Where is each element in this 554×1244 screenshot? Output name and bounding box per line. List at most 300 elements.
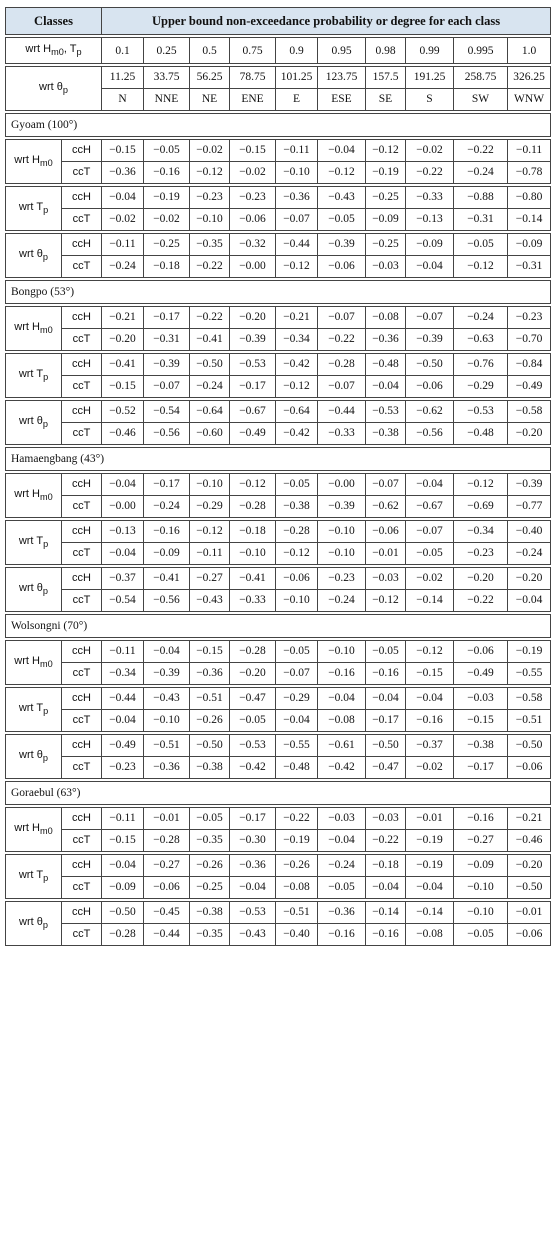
prob-cell: 0.98 [366, 38, 406, 64]
value-cell: −0.02 [406, 568, 454, 590]
value-cell: −0.12 [276, 256, 318, 278]
group-label [6, 568, 62, 612]
value-cell: −0.18 [230, 521, 276, 543]
value-cell: −0.38 [190, 902, 230, 924]
value-cell: −0.62 [366, 496, 406, 518]
value-cell: −0.55 [276, 735, 318, 757]
value-cell: −0.44 [276, 234, 318, 256]
value-cell: −0.67 [230, 401, 276, 423]
value-cell: −0.16 [406, 710, 454, 732]
cch-label: ccH [62, 234, 102, 256]
value-cell: −0.03 [318, 808, 366, 830]
value-cell: −0.05 [276, 474, 318, 496]
value-cell: −0.03 [366, 568, 406, 590]
value-cell: −0.14 [406, 902, 454, 924]
value-cell: −0.11 [102, 808, 144, 830]
value-cell: −0.27 [454, 830, 508, 852]
value-cell: −0.04 [508, 590, 551, 612]
group-label-sub: m0 [39, 157, 53, 168]
value-cell: −0.47 [366, 757, 406, 779]
value-cell: −0.07 [144, 376, 190, 398]
group-label-text: wrt H [14, 320, 40, 333]
value-cell: −0.67 [406, 496, 454, 518]
group-label [6, 187, 62, 231]
value-cell: −0.62 [406, 401, 454, 423]
value-cell: −0.46 [102, 423, 144, 445]
prob-cell: 0.25 [144, 38, 190, 64]
group-label [6, 808, 62, 852]
cct-row [6, 924, 551, 946]
cch-row [6, 234, 551, 256]
prob-cell: 0.995 [454, 38, 508, 64]
cct-label: ccT [62, 877, 102, 899]
value-cell: −0.24 [102, 256, 144, 278]
value-cell: −0.36 [190, 663, 230, 685]
value-cell: −0.13 [406, 209, 454, 231]
value-cell: −0.46 [508, 830, 551, 852]
group-label [6, 401, 62, 445]
cch-row [6, 641, 551, 663]
value-cell: −0.64 [276, 401, 318, 423]
value-cell: −0.31 [144, 329, 190, 351]
value-cell: −0.12 [406, 641, 454, 663]
value-cell: −0.22 [190, 307, 230, 329]
value-cell: −0.08 [406, 924, 454, 946]
value-cell: −0.53 [230, 354, 276, 376]
group-label [6, 354, 62, 398]
value-cell: −0.26 [190, 855, 230, 877]
value-cell: −0.25 [366, 187, 406, 209]
cct-label: ccT [62, 543, 102, 565]
prob-cell: 0.95 [318, 38, 366, 64]
value-cell: −0.38 [366, 423, 406, 445]
cch-label: ccH [62, 735, 102, 757]
value-cell: −0.36 [276, 187, 318, 209]
value-cell: −0.23 [318, 568, 366, 590]
value-cell: −0.42 [276, 354, 318, 376]
group-label-sub: p [43, 705, 49, 716]
value-cell: −0.54 [144, 401, 190, 423]
value-cell: −0.00 [230, 256, 276, 278]
value-cell: −0.17 [230, 376, 276, 398]
value-cell: −0.51 [190, 688, 230, 710]
value-cell: −0.32 [230, 234, 276, 256]
value-cell: −0.37 [102, 568, 144, 590]
value-cell: −0.45 [144, 902, 190, 924]
value-cell: −0.64 [190, 401, 230, 423]
value-cell: −0.16 [318, 663, 366, 685]
value-cell: −0.06 [508, 924, 551, 946]
value-cell: −0.15 [102, 140, 144, 162]
theta-degree-cell: 326.25 [508, 67, 551, 89]
value-cell: −0.33 [406, 187, 454, 209]
value-cell: −0.29 [190, 496, 230, 518]
value-cell: −0.23 [102, 757, 144, 779]
value-cell: −0.11 [276, 140, 318, 162]
value-cell: −0.51 [508, 710, 551, 732]
theta-degree-cell: 33.75 [144, 67, 190, 89]
value-cell: −0.07 [406, 307, 454, 329]
cch-label: ccH [62, 474, 102, 496]
value-cell: −0.50 [190, 735, 230, 757]
cct-row [6, 710, 551, 732]
value-cell: −0.42 [276, 423, 318, 445]
value-cell: −0.06 [276, 568, 318, 590]
value-cell: −0.28 [230, 641, 276, 663]
value-cell: −0.35 [190, 234, 230, 256]
value-cell: −0.14 [366, 902, 406, 924]
value-cell: −0.19 [508, 641, 551, 663]
value-cell: −0.02 [406, 140, 454, 162]
value-cell: −0.34 [454, 521, 508, 543]
value-cell: −0.21 [276, 307, 318, 329]
value-cell: −0.12 [454, 474, 508, 496]
value-cell: −0.39 [144, 354, 190, 376]
value-cell: −0.11 [102, 641, 144, 663]
prob-label-sub: m0 [51, 47, 64, 58]
cch-row [6, 474, 551, 496]
cct-label: ccT [62, 757, 102, 779]
value-cell: −0.04 [366, 376, 406, 398]
cct-label: ccT [62, 329, 102, 351]
value-cell: −0.10 [144, 710, 190, 732]
value-cell: −0.22 [318, 329, 366, 351]
value-cell: −0.49 [454, 663, 508, 685]
value-cell: −0.19 [144, 187, 190, 209]
correlation-table-container [5, 7, 550, 946]
value-cell: −0.19 [406, 855, 454, 877]
value-cell: −0.06 [318, 256, 366, 278]
value-cell: −0.19 [406, 830, 454, 852]
value-cell: −0.20 [454, 568, 508, 590]
value-cell: −0.24 [318, 855, 366, 877]
value-cell: −0.18 [366, 855, 406, 877]
value-cell: −0.70 [508, 329, 551, 351]
value-cell: −0.07 [366, 474, 406, 496]
value-cell: −0.44 [102, 688, 144, 710]
value-cell: −0.22 [454, 590, 508, 612]
group-label [6, 735, 62, 779]
value-cell: −0.11 [190, 543, 230, 565]
value-cell: −0.11 [508, 140, 551, 162]
value-cell: −0.56 [144, 590, 190, 612]
value-cell: −0.06 [230, 209, 276, 231]
cct-label: ccT [62, 710, 102, 732]
value-cell: −0.04 [102, 474, 144, 496]
prob-row-label [6, 38, 102, 64]
value-cell: −0.04 [406, 877, 454, 899]
group-label-sub: p [42, 418, 48, 429]
site-name: Goraebul (63°) [6, 782, 551, 805]
cct-row [6, 256, 551, 278]
value-cell: −0.07 [318, 307, 366, 329]
value-cell: −0.51 [144, 735, 190, 757]
group-label-text: wrt θ [19, 748, 43, 761]
value-cell: −0.12 [276, 543, 318, 565]
value-cell: −0.15 [190, 641, 230, 663]
value-cell: −0.03 [366, 808, 406, 830]
prob-cell: 1.0 [508, 38, 551, 64]
value-cell: −0.04 [230, 877, 276, 899]
value-cell: −0.42 [318, 757, 366, 779]
value-cell: −0.39 [144, 663, 190, 685]
group-label [6, 641, 62, 685]
value-cell: −0.02 [406, 757, 454, 779]
value-cell: −0.15 [102, 376, 144, 398]
site-row [6, 615, 551, 638]
value-cell: −0.31 [454, 209, 508, 231]
cch-label: ccH [62, 140, 102, 162]
value-cell: −0.04 [318, 830, 366, 852]
value-cell: −0.39 [406, 329, 454, 351]
value-cell: −0.06 [454, 641, 508, 663]
cch-label: ccH [62, 521, 102, 543]
cct-row [6, 162, 551, 184]
value-cell: −0.04 [102, 710, 144, 732]
value-cell: −0.28 [276, 521, 318, 543]
value-cell: −0.28 [144, 830, 190, 852]
group-label-sub: m0 [39, 658, 53, 669]
value-cell: −0.21 [508, 808, 551, 830]
value-cell: −0.48 [276, 757, 318, 779]
group-label-sub: p [43, 204, 49, 215]
value-cell: −0.17 [144, 307, 190, 329]
value-cell: −0.23 [190, 187, 230, 209]
group-label-text: wrt T [18, 534, 44, 547]
group-label-text: wrt H [14, 821, 40, 834]
value-cell: −0.10 [276, 162, 318, 184]
value-cell: −0.14 [508, 209, 551, 231]
probability-row [6, 38, 551, 64]
value-cell: −0.28 [230, 496, 276, 518]
value-cell: −0.05 [144, 140, 190, 162]
theta-direction-cell: N [102, 89, 144, 111]
value-cell: −0.08 [366, 307, 406, 329]
cch-label: ccH [62, 808, 102, 830]
cct-row [6, 757, 551, 779]
value-cell: −0.61 [318, 735, 366, 757]
value-cell: −0.07 [276, 663, 318, 685]
value-cell: −0.10 [318, 641, 366, 663]
cct-label: ccT [62, 496, 102, 518]
value-cell: −0.04 [406, 474, 454, 496]
value-cell: −0.28 [102, 924, 144, 946]
value-cell: −0.16 [366, 924, 406, 946]
value-cell: −0.05 [366, 641, 406, 663]
value-cell: −0.21 [102, 307, 144, 329]
value-cell: −0.40 [276, 924, 318, 946]
theta-label [6, 67, 102, 111]
cct-label: ccT [62, 663, 102, 685]
value-cell: −0.20 [230, 663, 276, 685]
value-cell: −0.17 [454, 757, 508, 779]
group-label-text: wrt θ [19, 414, 43, 427]
prob-label-text: wrt H [25, 43, 52, 55]
theta-label-sub: p [62, 84, 68, 95]
value-cell: −0.07 [406, 521, 454, 543]
value-cell: −0.20 [102, 329, 144, 351]
theta-degree-cell: 123.75 [318, 67, 366, 89]
cch-label: ccH [62, 307, 102, 329]
value-cell: −0.56 [406, 423, 454, 445]
value-cell: −0.36 [102, 162, 144, 184]
value-cell: −0.12 [190, 162, 230, 184]
value-cell: −0.06 [406, 376, 454, 398]
cch-label: ccH [62, 641, 102, 663]
value-cell: −0.20 [508, 568, 551, 590]
value-cell: −0.25 [144, 234, 190, 256]
value-cell: −0.37 [406, 735, 454, 757]
value-cell: −0.16 [144, 521, 190, 543]
value-cell: −0.04 [318, 140, 366, 162]
value-cell: −0.15 [454, 710, 508, 732]
value-cell: −0.78 [508, 162, 551, 184]
value-cell: −0.09 [366, 209, 406, 231]
group-label-sub: p [42, 919, 48, 930]
value-cell: −0.12 [318, 162, 366, 184]
value-cell: −0.07 [276, 209, 318, 231]
value-cell: −0.20 [230, 307, 276, 329]
value-cell: −0.41 [102, 354, 144, 376]
value-cell: −0.47 [230, 688, 276, 710]
prob-label-t: , T [63, 43, 77, 55]
site-row [6, 782, 551, 805]
theta-direction-cell: WNW [508, 89, 551, 111]
cch-row [6, 902, 551, 924]
value-cell: −0.17 [144, 474, 190, 496]
value-cell: −0.22 [454, 140, 508, 162]
group-label-sub: p [43, 538, 49, 549]
value-cell: −0.50 [190, 354, 230, 376]
value-cell: −0.05 [190, 808, 230, 830]
value-cell: −0.05 [318, 209, 366, 231]
value-cell: −0.08 [318, 710, 366, 732]
value-cell: −0.06 [508, 757, 551, 779]
value-cell: −0.58 [508, 401, 551, 423]
value-cell: −0.10 [318, 543, 366, 565]
value-cell: −0.09 [454, 855, 508, 877]
cch-row [6, 808, 551, 830]
value-cell: −0.10 [190, 209, 230, 231]
value-cell: −0.25 [366, 234, 406, 256]
cch-label: ccH [62, 187, 102, 209]
value-cell: −0.43 [230, 924, 276, 946]
theta-degree-cell: 78.75 [230, 67, 276, 89]
correlation-table [5, 7, 551, 946]
group-label [6, 521, 62, 565]
value-cell: −0.80 [508, 187, 551, 209]
cct-label: ccT [62, 423, 102, 445]
value-cell: −0.18 [144, 256, 190, 278]
value-cell: −0.43 [190, 590, 230, 612]
value-cell: −0.44 [318, 401, 366, 423]
value-cell: −0.17 [366, 710, 406, 732]
theta-direction-cell: SE [366, 89, 406, 111]
value-cell: −0.04 [102, 187, 144, 209]
site-row [6, 281, 551, 304]
value-cell: −0.05 [318, 877, 366, 899]
value-cell: −0.10 [276, 590, 318, 612]
value-cell: −0.76 [454, 354, 508, 376]
value-cell: −0.39 [318, 496, 366, 518]
value-cell: −0.06 [366, 521, 406, 543]
value-cell: −0.15 [406, 663, 454, 685]
site-name: Bongpo (53°) [6, 281, 551, 304]
group-label [6, 307, 62, 351]
value-cell: −0.19 [366, 162, 406, 184]
value-cell: −0.24 [144, 496, 190, 518]
value-cell: −0.09 [102, 877, 144, 899]
theta-degree-cell: 11.25 [102, 67, 144, 89]
value-cell: −0.15 [102, 830, 144, 852]
value-cell: −0.10 [318, 521, 366, 543]
site-row [6, 448, 551, 471]
value-cell: −0.33 [230, 590, 276, 612]
value-cell: −0.55 [508, 663, 551, 685]
value-cell: −0.16 [144, 162, 190, 184]
theta-direction-cell: E [276, 89, 318, 111]
value-cell: −0.23 [230, 187, 276, 209]
group-label [6, 688, 62, 732]
site-name: Gyoam (100°) [6, 114, 551, 137]
value-cell: −0.02 [144, 209, 190, 231]
value-cell: −0.23 [454, 543, 508, 565]
cch-row [6, 568, 551, 590]
value-cell: −0.05 [230, 710, 276, 732]
value-cell: −0.24 [318, 590, 366, 612]
cct-row [6, 423, 551, 445]
cct-label: ccT [62, 162, 102, 184]
group-label-sub: m0 [39, 324, 53, 335]
cct-row [6, 543, 551, 565]
value-cell: −0.04 [276, 710, 318, 732]
value-cell: −0.40 [508, 521, 551, 543]
group-label-text: wrt T [18, 868, 44, 881]
value-cell: −0.31 [508, 256, 551, 278]
value-cell: −0.53 [230, 735, 276, 757]
group-label [6, 474, 62, 518]
theta-degree-cell: 101.25 [276, 67, 318, 89]
cct-label: ccT [62, 924, 102, 946]
value-cell: −0.05 [454, 924, 508, 946]
cct-row [6, 590, 551, 612]
theta-label-text: wrt θ [39, 80, 63, 93]
group-label-text: wrt H [14, 654, 40, 667]
value-cell: −0.84 [508, 354, 551, 376]
value-cell: −0.51 [276, 902, 318, 924]
group-label [6, 234, 62, 278]
group-label-sub: p [43, 872, 49, 883]
value-cell: −0.15 [230, 140, 276, 162]
theta-degree-cell: 258.75 [454, 67, 508, 89]
value-cell: −0.16 [366, 663, 406, 685]
value-cell: −0.36 [230, 855, 276, 877]
value-cell: −0.24 [190, 376, 230, 398]
value-cell: −0.06 [144, 877, 190, 899]
value-cell: −0.56 [144, 423, 190, 445]
value-cell: −0.49 [102, 735, 144, 757]
value-cell: −0.50 [366, 735, 406, 757]
value-cell: −0.04 [366, 877, 406, 899]
site-name: Hamaengbang (43°) [6, 448, 551, 471]
theta-degree-cell: 191.25 [406, 67, 454, 89]
theta-direction-cell: ENE [230, 89, 276, 111]
cch-row [6, 855, 551, 877]
group-label-text: wrt θ [19, 915, 43, 928]
theta-direction-cell: NE [190, 89, 230, 111]
value-cell: −0.17 [230, 808, 276, 830]
value-cell: −0.38 [190, 757, 230, 779]
